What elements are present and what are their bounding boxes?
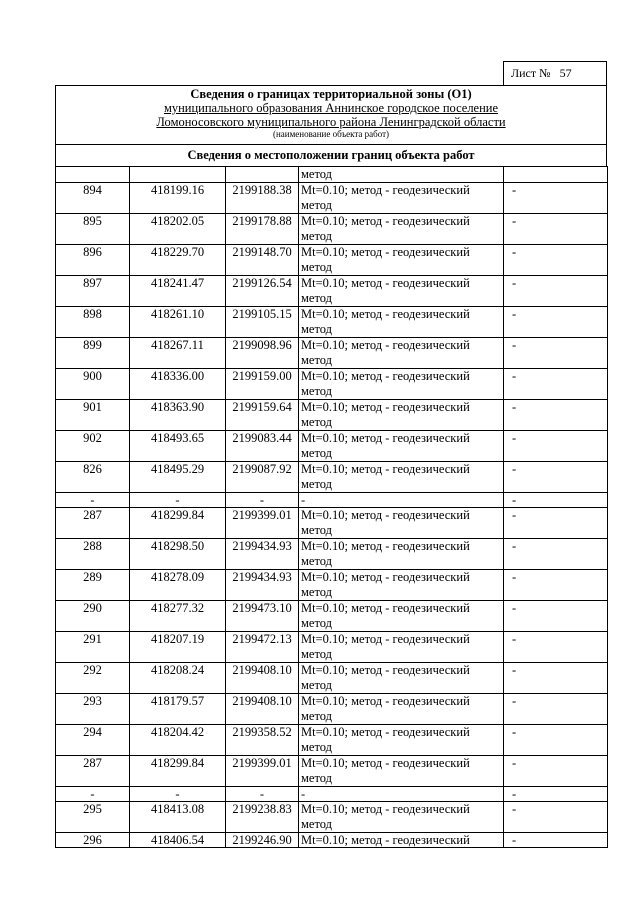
- extra-cell: -: [504, 632, 608, 663]
- y-coordinate-cell: 2199087.92: [226, 462, 299, 493]
- table-row: [56, 756, 608, 787]
- y-coordinate-cell: -: [226, 493, 299, 508]
- description-cell: [299, 694, 504, 725]
- x-coordinate-cell: 418298.50: [130, 539, 226, 570]
- table-row: [56, 369, 608, 400]
- y-coordinate-cell: 2199188.38: [226, 183, 299, 214]
- table-row: [56, 214, 608, 245]
- x-coordinate-cell: 418299.84: [130, 756, 226, 787]
- description-line: метод: [301, 678, 333, 692]
- y-coordinate-cell: 2199148.70: [226, 245, 299, 276]
- description-line: Mt=0.10; метод - геодезический: [301, 756, 470, 770]
- x-coordinate-cell: 418406.54: [130, 833, 226, 848]
- description-line: метод: [301, 647, 333, 661]
- description-line: метод: [301, 446, 333, 460]
- y-coordinate-cell: 2199399.01: [226, 508, 299, 539]
- description-line: Mt=0.10; метод - геодезический: [301, 632, 470, 646]
- extra-cell: -: [504, 833, 608, 848]
- description-cell: [299, 508, 504, 539]
- point-number-cell: -: [56, 787, 130, 802]
- y-coordinate-cell: 2199246.90: [226, 833, 299, 848]
- table-row: [56, 431, 608, 462]
- x-coordinate-cell: 418229.70: [130, 245, 226, 276]
- description-line: метод: [301, 260, 333, 274]
- table-row: [56, 539, 608, 570]
- point-number-cell: 288: [56, 539, 130, 570]
- point-number-cell: 902: [56, 431, 130, 462]
- y-coordinate-cell: 2199178.88: [226, 214, 299, 245]
- x-coordinate-cell: 418179.57: [130, 694, 226, 725]
- table-row: [56, 493, 608, 508]
- description-line: метод: [301, 585, 333, 599]
- point-number-cell: 899: [56, 338, 130, 369]
- point-number-cell: 826: [56, 462, 130, 493]
- x-coordinate-cell: 418261.10: [130, 307, 226, 338]
- extra-cell: -: [504, 431, 608, 462]
- x-coordinate-cell: 418208.24: [130, 663, 226, 694]
- table-row-continuation: [56, 167, 608, 183]
- point-number-cell: 894: [56, 183, 130, 214]
- description-line: метод: [301, 384, 333, 398]
- description-cell: [299, 214, 504, 245]
- table-row: [56, 307, 608, 338]
- municipality-line: муниципального образования Аннинское городское поселение: [163, 101, 499, 115]
- description-line: метод: [301, 291, 333, 305]
- y-coordinate-cell: 2199105.15: [226, 307, 299, 338]
- table-row: [56, 632, 608, 663]
- y-coordinate-cell: 2199408.10: [226, 663, 299, 694]
- point-number-cell: 896: [56, 245, 130, 276]
- description-line: Mt=0.10; метод - геодезический: [301, 276, 470, 290]
- description-line: Mt=0.10; метод - геодезический: [301, 369, 470, 383]
- description-line: метод: [301, 322, 333, 336]
- description-cell: [299, 493, 504, 508]
- sheet-number-box: [503, 61, 607, 85]
- section-title: Сведения о местоположении границ объекта работ: [187, 148, 475, 162]
- extra-cell: -: [504, 756, 608, 787]
- description-line: Mt=0.10; метод - геодезический: [301, 338, 470, 352]
- table-row: [56, 601, 608, 632]
- point-number-cell: 294: [56, 725, 130, 756]
- description-cell: [299, 183, 504, 214]
- x-coordinate-cell: 418336.00: [130, 369, 226, 400]
- extra-cell: -: [504, 493, 608, 508]
- extra-cell: -: [504, 462, 608, 493]
- x-coordinate-cell: 418495.29: [130, 462, 226, 493]
- y-coordinate-cell: 2199098.96: [226, 338, 299, 369]
- extra-cell: -: [504, 725, 608, 756]
- x-coordinate-cell: 418241.47: [130, 276, 226, 307]
- point-number-cell: 293: [56, 694, 130, 725]
- description-cell: [299, 570, 504, 601]
- table-row: [56, 725, 608, 756]
- table-row: [56, 338, 608, 369]
- title-block: [56, 86, 606, 145]
- table-row: [56, 694, 608, 725]
- x-coordinate-cell: 418363.90: [130, 400, 226, 431]
- extra-cell: -: [504, 802, 608, 833]
- extra-cell: -: [504, 307, 608, 338]
- document-header: [55, 85, 607, 167]
- x-coordinate-cell: 418207.19: [130, 632, 226, 663]
- description-cell: [299, 601, 504, 632]
- table-row: [56, 833, 608, 848]
- x-coordinate-cell: -: [130, 787, 226, 802]
- extra-cell: -: [504, 663, 608, 694]
- extra-cell: -: [504, 539, 608, 570]
- description-line: метод: [301, 771, 333, 785]
- y-coordinate-cell: 2199126.54: [226, 276, 299, 307]
- point-number-cell: 895: [56, 214, 130, 245]
- table-row: [56, 400, 608, 431]
- description-line: -: [301, 787, 306, 801]
- point-number-cell: 287: [56, 508, 130, 539]
- table-row: [56, 462, 608, 493]
- description-line: Mt=0.10; метод - геодезический: [301, 214, 470, 228]
- description-line: метод: [301, 554, 333, 568]
- description-line: Mt=0.10; метод - геодезический: [301, 694, 470, 708]
- object-caption: (наименование объекта работ): [272, 129, 390, 139]
- zone-title: Сведения о границах территориальной зоны (О1): [190, 87, 472, 101]
- description-line: Mt=0.10; метод - геодезический: [301, 462, 470, 476]
- description-line: -: [301, 493, 306, 507]
- coordinates-table: [55, 166, 608, 848]
- extra-cell: -: [504, 400, 608, 431]
- sheet-number: 57: [559, 66, 572, 80]
- x-coordinate-cell: 418413.08: [130, 802, 226, 833]
- extra-cell: -: [504, 601, 608, 632]
- table-row: [56, 802, 608, 833]
- extra-cell: -: [504, 694, 608, 725]
- y-coordinate-cell: 2199159.00: [226, 369, 299, 400]
- description-line: Mt=0.10; метод - геодезический: [301, 400, 470, 414]
- extra-cell: -: [504, 369, 608, 400]
- point-number-cell: 900: [56, 369, 130, 400]
- extra-cell: -: [504, 338, 608, 369]
- description-cell: [299, 725, 504, 756]
- description-line: Mt=0.10; метод - геодезический: [301, 833, 470, 847]
- point-number-cell: 901: [56, 400, 130, 431]
- x-coordinate-cell: 418277.32: [130, 601, 226, 632]
- description-cell: [299, 802, 504, 833]
- description-cell: [299, 338, 504, 369]
- description-line: метод: [301, 817, 333, 831]
- description-cell: [299, 276, 504, 307]
- description-line: метод: [301, 229, 333, 243]
- extra-cell: -: [504, 183, 608, 214]
- table-row: [56, 663, 608, 694]
- description-cell: [299, 307, 504, 338]
- table-row: [56, 183, 608, 214]
- description-line: Mt=0.10; метод - геодезический: [301, 663, 470, 677]
- table-row: [56, 245, 608, 276]
- point-number-cell: 289: [56, 570, 130, 601]
- description-line: метод: [301, 616, 333, 630]
- description-line: Mt=0.10; метод - геодезический: [301, 601, 470, 615]
- table-row: [56, 570, 608, 601]
- y-coordinate-cell: 2199399.01: [226, 756, 299, 787]
- point-number-cell: 295: [56, 802, 130, 833]
- x-coordinate-cell: 418299.84: [130, 508, 226, 539]
- description-cell: [299, 462, 504, 493]
- description-cell: [299, 663, 504, 694]
- description-line: Mt=0.10; метод - геодезический: [301, 725, 470, 739]
- point-number-cell: 898: [56, 307, 130, 338]
- description-line: метод: [301, 709, 333, 723]
- x-coordinate-cell: -: [130, 493, 226, 508]
- y-coordinate-cell: 2199472.13: [226, 632, 299, 663]
- y-coordinate-cell: 2199083.44: [226, 431, 299, 462]
- y-coordinate-cell: 2199358.52: [226, 725, 299, 756]
- x-coordinate-cell: 418204.42: [130, 725, 226, 756]
- description-line: Mt=0.10; метод - геодезический: [301, 802, 470, 816]
- y-coordinate-cell: 2199434.93: [226, 570, 299, 601]
- description-line: Mt=0.10; метод - геодезический: [301, 508, 470, 522]
- description-cell: [299, 369, 504, 400]
- description-line: Mt=0.10; метод - геодезический: [301, 431, 470, 445]
- description-cell: [299, 756, 504, 787]
- description-cell: [299, 431, 504, 462]
- table-row: [56, 508, 608, 539]
- description-line: метод: [301, 198, 333, 212]
- description-line: Mt=0.10; метод - геодезический: [301, 570, 470, 584]
- x-coordinate-cell: 418267.11: [130, 338, 226, 369]
- description-line: метод: [301, 740, 333, 754]
- point-number-cell: 287: [56, 756, 130, 787]
- description-line: метод: [301, 477, 333, 491]
- description-cell: [299, 539, 504, 570]
- description-line: Mt=0.10; метод - геодезический: [301, 539, 470, 553]
- point-number-cell: -: [56, 493, 130, 508]
- x-coordinate-cell: 418493.65: [130, 431, 226, 462]
- extra-cell: -: [504, 214, 608, 245]
- y-coordinate-cell: 2199408.10: [226, 694, 299, 725]
- extra-cell: -: [504, 508, 608, 539]
- point-number-cell: 897: [56, 276, 130, 307]
- description-line: метод: [301, 353, 333, 367]
- point-number-cell: 290: [56, 601, 130, 632]
- extra-cell: -: [504, 276, 608, 307]
- x-coordinate-cell: 418278.09: [130, 570, 226, 601]
- y-coordinate-cell: 2199238.83: [226, 802, 299, 833]
- description-cell: [299, 632, 504, 663]
- point-number-cell: 292: [56, 663, 130, 694]
- table-row: [56, 787, 608, 802]
- description-cell: [299, 400, 504, 431]
- district-line: Ломоносовского муниципального района Ленинградской области: [156, 115, 506, 129]
- point-number-cell: 291: [56, 632, 130, 663]
- extra-cell: -: [504, 570, 608, 601]
- point-number-cell: 296: [56, 833, 130, 848]
- sheet-label: Лист №: [511, 66, 551, 80]
- table-row: [56, 276, 608, 307]
- y-coordinate-cell: 2199159.64: [226, 400, 299, 431]
- y-coordinate-cell: 2199434.93: [226, 539, 299, 570]
- x-coordinate-cell: 418202.05: [130, 214, 226, 245]
- extra-cell: -: [504, 245, 608, 276]
- description-line: метод: [301, 523, 333, 537]
- description-line: Mt=0.10; метод - геодезический: [301, 183, 470, 197]
- x-coordinate-cell: 418199.16: [130, 183, 226, 214]
- description-cell: [299, 245, 504, 276]
- description-line: Mt=0.10; метод - геодезический: [301, 307, 470, 321]
- description-cell: [299, 833, 504, 848]
- description-line: Mt=0.10; метод - геодезический: [301, 245, 470, 259]
- y-coordinate-cell: 2199473.10: [226, 601, 299, 632]
- y-coordinate-cell: -: [226, 787, 299, 802]
- description-line: метод: [301, 415, 333, 429]
- extra-cell: -: [504, 787, 608, 802]
- description-cell: метод: [299, 167, 504, 183]
- description-cell: [299, 787, 504, 802]
